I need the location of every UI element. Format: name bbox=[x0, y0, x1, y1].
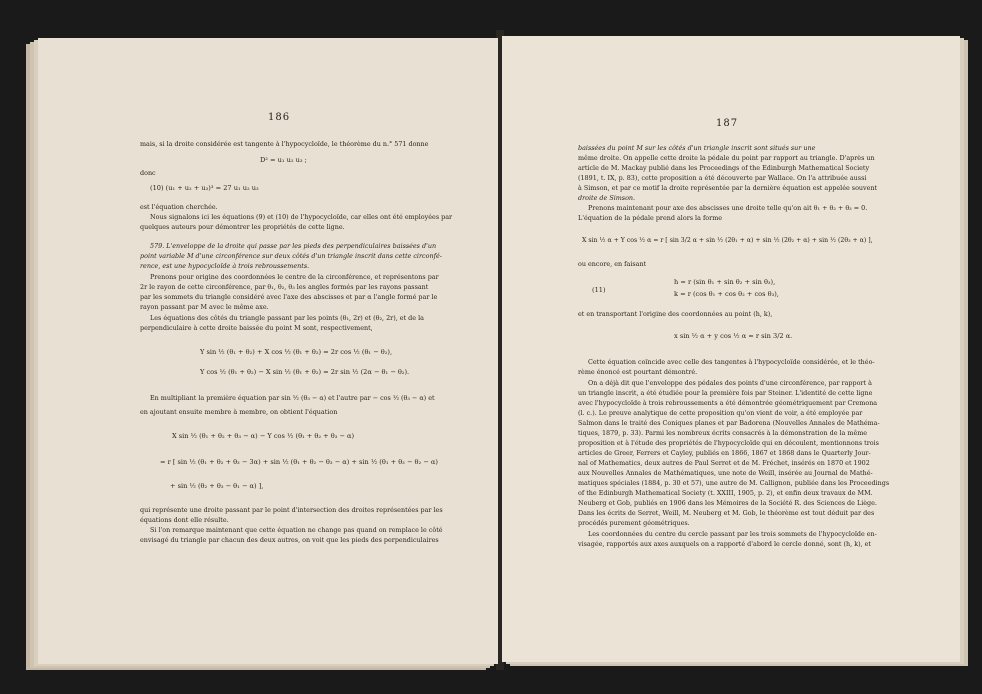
section-heading: 579. L'enveloppe de la droite qui passe par les pieds des perpendiculaires baissées d'un bbox=[150, 242, 437, 250]
text-line: est l'équation cherchée. bbox=[140, 203, 218, 211]
equation-11-label: (11) bbox=[592, 286, 606, 294]
equation: Y sin ½ (θ₁ + θ₂) + X cos ½ (θ₁ + θ₂) = 2r cos ½ (θ₁ − θ₂), bbox=[200, 348, 393, 356]
equation: X sin ½ α + Y cos ½ α = r [ sin 3/2 α + sin ½ (2θ₁ + α) + sin ½ (2θ₂ + α) + sin ½ (2θ₃ + α) ], bbox=[582, 237, 873, 244]
text-line: équations dont elle résulte. bbox=[140, 516, 229, 524]
text-line: point variable M d'une circonférence sur deux côtés d'un triangle inscrit dans cette circonfé- bbox=[140, 252, 442, 260]
text-line: On a déjà dit que l'enveloppe des pédales des points d'une circonférence, par rapport à bbox=[588, 379, 872, 387]
text-line: Neuberg et Gob, publiés en 1906 dans les Mémoires de la Société R. des Sciences de Liège. bbox=[578, 499, 877, 507]
text-line: rence, est une hypocycloïde à trois rebroussements. bbox=[140, 262, 310, 270]
text-line: Prenons pour origine des coordonnées le centre de la circonférence, et représentons par bbox=[150, 273, 439, 281]
text-line: nal of Mathematics, deux autres de Paul Serret et de M. Fréchet, insérés en 1870 et 1902 bbox=[578, 459, 870, 467]
text-line: perpendiculaire à cette droite baissée du point M sont, respectivement, bbox=[140, 324, 373, 332]
text-line: Nous signalons ici les équations (9) et (10) de l'hypocycloïde, car elles ont été employées par bbox=[150, 213, 453, 221]
equation: Y cos ½ (θ₁ + θ₂) − X sin ½ (θ₁ + θ₂) = 2r sin ½ (2α − θ₁ − θ₂). bbox=[200, 368, 410, 376]
equation-10: (10) (u₁ + u₂ + u₃)³ = 27 u₁ u₂ u₃ bbox=[150, 184, 259, 192]
text-line: aux Nouvelles Annales de Mathématiques, une note de Weill, insérée au Journal de Mathé- bbox=[578, 469, 873, 477]
text-line: procédés purement géométriques. bbox=[578, 519, 690, 527]
text-line: avec l'hypocycloïde à trois rebroussements a été démontrée géométriquement par Cremona bbox=[578, 399, 878, 407]
text-line: articles de Greer, Ferrers et Cayley, publiés en 1866, 1867 et 1868 dans le Quarterly Jour- bbox=[578, 449, 871, 457]
text-line: rayon passant par M avec le même axe. bbox=[140, 303, 269, 311]
text-line: tiques, 1879, p. 33). Parmi les nombreux écrits consacrés à la démonstration de la même bbox=[578, 429, 868, 437]
text-line: droite de Simson. bbox=[578, 194, 636, 202]
text-line: En multipliant la première équation par sin ½ (θ₃ − α) et l'autre par − cos ½ (θ₃ − α) et bbox=[150, 394, 435, 402]
text-line: article de M. Mackay publié dans les Proceedings of the Edinburgh Mathematical Society bbox=[578, 164, 870, 172]
text-line: à Simson, et par ce motif la droite représentée par la dernière équation est appelée souvent bbox=[578, 184, 878, 192]
text-line: Dans les écrits de Serret, Weill, M. Neuberg et M. Gob, le théorème est tout déduit par des bbox=[578, 509, 875, 517]
text-line: L'équation de la pédale prend alors la forme bbox=[578, 214, 723, 222]
text-line: rème énoncé est pourtant démontré. bbox=[578, 368, 698, 376]
equation: k = r (cos θ₁ + cos θ₂ + cos θ₃), bbox=[674, 290, 779, 298]
equation: + sin ½ (θ₂ + θ₃ − θ₁ − α) ], bbox=[170, 482, 264, 490]
text-line: (1891, t. IX, p. 83), cette proposition a été découverte par Wallace. On l'a attribuée aussi bbox=[578, 174, 867, 182]
text-line: envisagé du triangle par chacun des deux autres, on voit que les pieds des perpendiculaires bbox=[140, 536, 439, 544]
text-line: et en transportant l'origine des coordonnées au point (h, k), bbox=[578, 310, 773, 318]
text-line: visagée, rapportés aux axes auxquels on a rapporté d'abord le cercle donné, sont (h, k), et bbox=[578, 540, 871, 548]
left-page bbox=[38, 38, 498, 664]
text-line: par les sommets du triangle considéré avec l'axe des abscisses et par α l'angle formé par le bbox=[140, 293, 438, 301]
text-line: en ajoutant ensuite membre à membre, on obtient l'équation bbox=[140, 408, 338, 416]
text-line: ou encore, en faisant bbox=[578, 260, 647, 268]
equation: X sin ½ (θ₁ + θ₂ + θ₃ − α) − Y cos ½ (θ₁ + θ₂ + θ₃ − α) bbox=[172, 432, 355, 440]
text-line: proposition et à l'étude des propriétés de l'hypocycloïde qui en découlent, mentionnons trois bbox=[578, 439, 879, 447]
text-line: of the Edinburgh Mathematical Society (t. XXIII, 1905, p. 2), et enfin deux travaux de MM. bbox=[578, 489, 873, 497]
text-line: mais, si la droite considérée est tangente à l'hypocycloïde, le théorème du n.° 571 donne bbox=[140, 140, 429, 148]
text-line: baissées du point M sur les côtés d'un triangle inscrit sont situés sur une bbox=[578, 144, 816, 152]
text-line: matiques spéciales (1884, p. 30 et 57), une autre de M. Callignon, publiée dans les Proceedings bbox=[578, 479, 890, 487]
right-page-number: 187 bbox=[716, 118, 739, 129]
text-line: Si l'on remarque maintenant que cette équation ne change pas quand on remplace le côté bbox=[150, 526, 443, 534]
text-line: un triangle inscrit, a été étudiée pour la première fois par Steiner. L'identité de cette ligne bbox=[578, 389, 873, 397]
left-page-number: 186 bbox=[268, 112, 291, 123]
text-line: Les coordonnées du centre du cercle passant par les trois sommets de l'hypocycloïde en- bbox=[588, 530, 877, 538]
text-line: quelques auteurs pour démontrer les propriétés de cette ligne. bbox=[140, 223, 345, 231]
equation: x sin ½ α + y cos ½ α = r sin 3/2 α. bbox=[674, 332, 793, 340]
text-line: Cette équation coïncide avec celle des tangentes à l'hypocycloïde considérée, et le théo- bbox=[588, 358, 875, 366]
text-line: qui représente une droite passant par le point d'intersection des droites représentées par les bbox=[140, 506, 443, 514]
equation: h = r (sin θ₁ + sin θ₂ + sin θ₃), bbox=[674, 278, 776, 286]
text-line: Les équations des côtés du triangle passant par les points (θ₁, 2r) et (θ₂, 2r), et de la bbox=[150, 314, 424, 322]
text-line: donc bbox=[140, 169, 156, 177]
equation: D² = u₁ u₂ u₃ ; bbox=[260, 156, 307, 164]
text-line: 2r le rayon de cette circonférence, par θ₁, θ₂, θ₃ les angles formés par les rayons passant bbox=[140, 283, 429, 291]
text-line: même droite. On appelle cette droite la pédale du point par rapport au triangle. D'après un bbox=[578, 154, 875, 162]
right-page bbox=[502, 36, 960, 662]
equation: = r [ sin ½ (θ₁ + θ₂ + θ₃ − 3α) + sin ½ (θ₁ + θ₂ − θ₃ − α) + sin ½ (θ₁ + θ₃ − θ₂ − α) bbox=[160, 458, 438, 466]
text-line: Salmon dans le traité des Coniques planes et par Badorena (Nouvelles Annales de Mathéma- bbox=[578, 419, 880, 427]
text-line: Prenons maintenant pour axe des abscisses une droite telle qu'on ait θ₁ + θ₂ + θ₃ = 0. bbox=[588, 204, 868, 212]
text-line: (l. c.). Le preuve analytique de cette proposition qu'on vient de voir, a été employée par bbox=[578, 409, 863, 417]
